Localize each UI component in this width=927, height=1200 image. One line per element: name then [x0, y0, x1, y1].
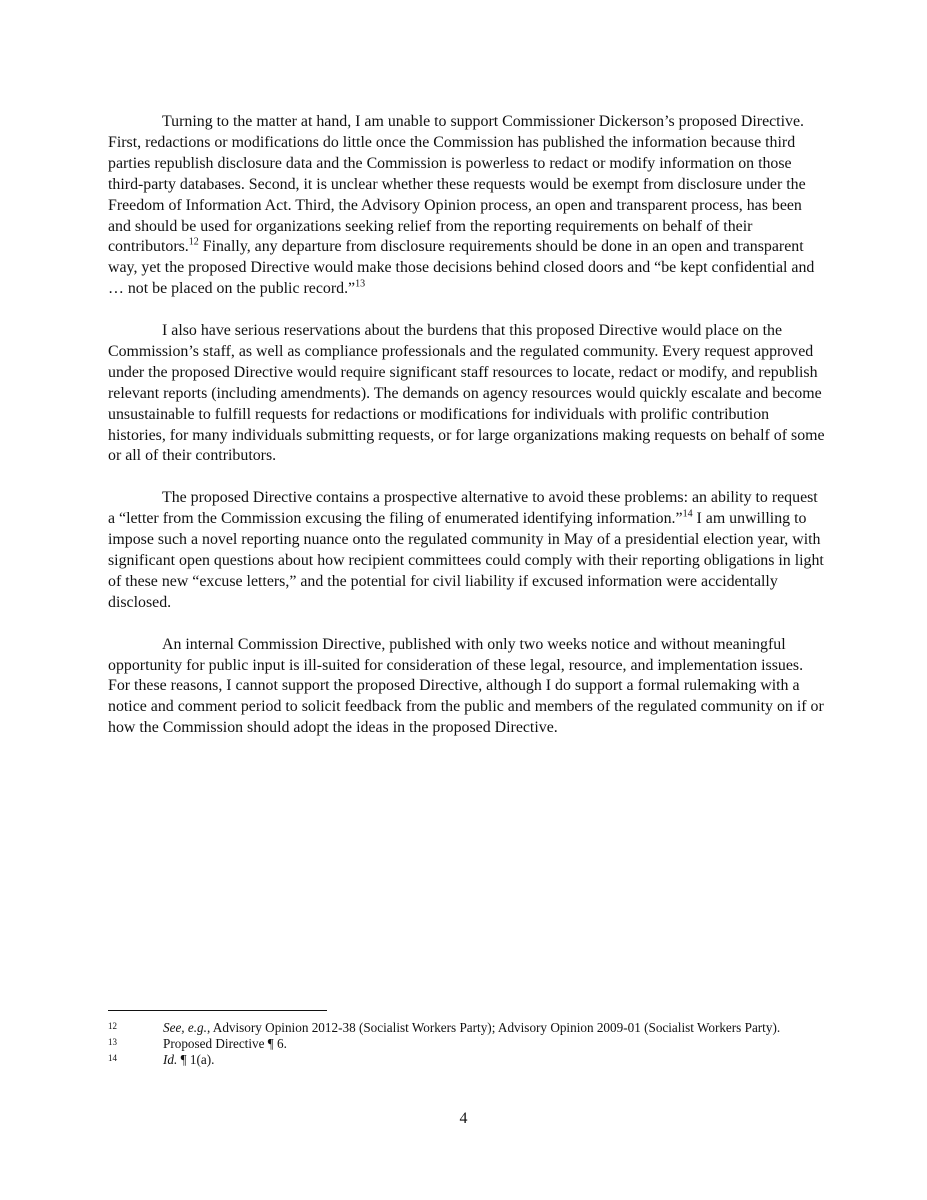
footnote	[108, 1020, 826, 1036]
footnotes	[108, 1020, 826, 1068]
footnote-reference: 14	[682, 508, 693, 520]
body-paragraph	[108, 321, 826, 467]
page-number: 4	[459, 1110, 468, 1127]
paragraph-text: The proposed Directive contains a prospective alternative to avoid these problems: an ability to request a “letter from the Commission excusing the filing of enumerated identifying information.”	[108, 489, 818, 528]
footnote-number: 14	[108, 1053, 117, 1063]
footnote-text	[108, 1020, 826, 1036]
paragraph-text: Turning to the matter at hand, I am unable to support Commissioner Dickerson’s proposed Directive. First, redactions or modifications do little once the Commission has published the information because third parties republish disclosure data and the Commission is powerless to redact or modify information on those third-party databases. Second, it is unclear whether these requests would be exempt from disclosure under the Freedom of Information Act. Third, the Advisory Opinion process, an open and transparent process, has been and should be used for organizations seeking relief from the reporting requirements on behalf of their contributors.	[108, 113, 806, 256]
paragraph-text: Finally, any departure from disclosure requirements should be done in an open and transparent way, yet the proposed Directive would make those decisions behind closed doors and “be kept confidential and … not be placed on the public record.”	[108, 238, 815, 298]
footnote-body: , Advisory Opinion 2012-38 (Socialist Workers Party); Advisory Opinion 2009-01 (Socialist Workers Party).	[206, 1020, 781, 1035]
footnote	[108, 1036, 826, 1052]
footnote-number: 13	[108, 1037, 117, 1047]
body-paragraph	[108, 112, 826, 300]
footnote-text	[108, 1036, 826, 1052]
footnote-citation-signal: See, e.g.	[163, 1020, 207, 1035]
footnote-body: ¶ 1(a).	[177, 1052, 215, 1067]
footnote-text	[108, 1052, 826, 1068]
footnote-reference: 12	[188, 237, 199, 249]
footnote-reference: 13	[355, 278, 366, 290]
footnote-citation-signal: Id.	[163, 1052, 178, 1067]
footnote-body: Proposed Directive ¶ 6.	[163, 1036, 287, 1051]
body-text	[108, 112, 826, 760]
footnote	[108, 1052, 826, 1068]
paragraph-text: I also have serious reservations about the burdens that this proposed Directive would place on the Commission’s staff, as well as compliance professionals and the regulated community. Every request approved under the proposed Directive would require significant staff resources to locate, redact or modify, and republish relevant reports (including amendments). The demands on agency resources would quickly escalate and become unsustainable to fulfill requests for redactions or modifications for individuals with prolific contribution histories, for many individuals submitting requests, or for large organizations making requests on behalf of some or all of their contributors.	[108, 322, 825, 465]
paragraph-text: I am unwilling to impose such a novel reporting nuance onto the regulated community in May of a presidential election year, with significant open questions about how recipient committees could comply with their reporting obligations in light of these new “excuse letters,” and the potential for civil liability if excused information were accidentally disclosed.	[108, 510, 824, 611]
paragraph-text: An internal Commission Directive, published with only two weeks notice and without meaningful opportunity for public input is ill-suited for consideration of these legal, resource, and implementation issues. For these reasons, I cannot support the proposed Directive, although I do support a formal rulemaking with a notice and comment period to solicit feedback from the public and members of the regulated community on if or how the Commission should adopt the ideas in the proposed Directive.	[108, 635, 824, 737]
body-paragraph	[108, 488, 826, 613]
footnote-number: 12	[108, 1021, 117, 1031]
body-paragraph	[108, 635, 826, 740]
footnote-separator	[108, 1010, 327, 1011]
